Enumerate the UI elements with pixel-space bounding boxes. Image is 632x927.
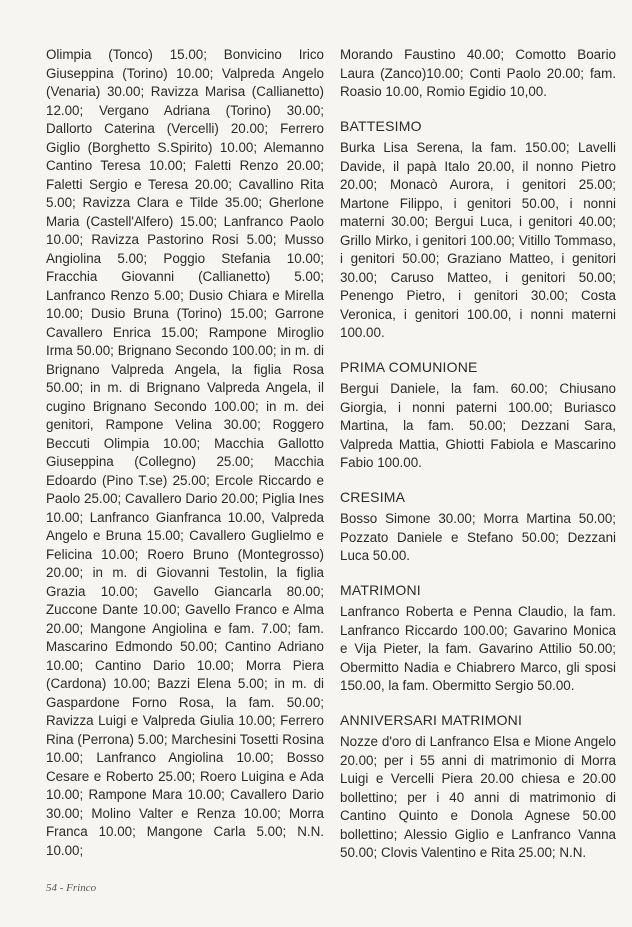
section-title-anniversari: ANNIVERSARI MATRIMONI bbox=[340, 711, 523, 728]
section-title-battesimo: BATTESIMO bbox=[340, 117, 422, 134]
section-title-prima-comunione: PRIMA COMUNIONE bbox=[340, 358, 478, 375]
left-column-text: Olimpia (Tonco) 15.00; Bonvicino Irico Giuseppina (Torino) 10.00; Valpreda Angelo (Venaria) 30.00; Ravizza Marisa (Callianetto) 12.00; Vergano Adriana (Torino) 30.00; Dallorto Caterina (Vercelli) 20.00; Ferrero Giglio (Borghetto S.Spirito) 10.00; Alemanno Cantino Teresa 10.00; Faletti Renzo 20.00; Faletti Sergio e Teresa 20.00; Cavallino Rita 5.00; Ravizza Clara e Tilde 35.00; Gherlone Maria (Castell'Alfero) 15.00; Lanfranco Paolo 10.00; Ravizza Pastorino Rosi 5.00; Musso Angiolina 5.00; Poggio Stefania 10.00; Fracchia Giovanni (Callianetto) 5.00; Lanfranco Renzo 5.00; Dusio Chiara e Mirella 10.00; Dusio Bruna (Torino) 15.00; Garrone Cavallero Enrica 15.00; Rampone Miroglio Irma 50.00; Brignano Secondo 100.00; in m. di Brignano Valpreda Angela, la figlia Rosa 50.00; in m. di Brignano Valpreda Angela, il cugino Brignano Secondo 100.00; in m. dei genitori, Rampone Velina 30.00; Roggero Beccuti Olimpia 10.00; Macchia Gallotto Giuseppina (Collegno) 25.00; Macchia Edoardo (Pino T.se) 25.00; Ercole Riccardo e Paolo 25.00; Cavallero Dario 20.00; Piglia Ines 10.00; Lanfranco Gianfranca 10.00, Valpreda Angelo e Bruna 15.00; Cavallero Guglielmo e Felicina 10.00; Roero Bruno (Montegrosso) 20.00; in m. di Giovanni Testolin, la figlia Grazia 10.00; Gavello Giancarla 80.00; Zuccone Dante 10.00; Gavello Franco e Alma 20.00; Mangone Angiolina e fam. 7.00; fam. Mascarino Edmondo 50.00; Cantino Adriano 10.00; Cantino Dario 10.00; Morra Piera (Cardona) 10.00; Bazzi Elena 5.00; in m. di Gaspardone Forno Rosa, la fam. 50.00; Ravizza Luigi e Valpreda Giulia 10.00; Ferrero Rina (Perrona) 5.00; Marchesini Tosetti Rosina 10.00; Lanfranco Angiolina 10.00; Bosso Cesare e Roberto 25.00; Roero Luigina e Ada 10.00; Rampone Mara 10.00; Cavallero Dario 30.00; Molino Valter e Renza 10.00; Morra Franca 10.00; Mangone Carla 5.00; N.N. 10.00; bbox=[46, 47, 324, 858]
section-text-anniversari: Nozze d'oro di Lanfranco Elsa e Mione Angelo 20.00; per i 55 anni di matrimonio di Morra Luigi e Vercelli Piera 20.00 chiesa e 20.00 bollettino; per i 40 anni di matrimonio di Cantino Quinto e Donola Agnese 50.00 bollettino; Alessio Giglio e Lanfranco Vanna 50.00; Clovis Valentino e Rita 25.00; N.N. bbox=[340, 734, 616, 860]
section-text-battesimo: Burka Lisa Serena, la fam. 150.00; Lavelli Davide, il papà Italo 20.00, il nonno Pietro 20.00; Monacò Aurora, i genitori 25.00; Martone Filippo, i genitori 50.00, i nonni materni 30.00; Bergui Luca, i genitori 40.00; Grillo Mirko, i genitori 100.00; Vitillo Tommaso, i genitori 50.00; Graziano Matteo, i genitori 30.00; Caruso Matteo, i genitori 50.00; Penengo Pietro, i genitori 30.00; Costa Veronica, i genitori 100.00, i nonni materni 100.00. bbox=[340, 140, 616, 340]
left-column bbox=[46, 46, 324, 860]
right-column-intro: Morando Faustino 40.00; Comotto Boario Laura (Zanco)10.00; Conti Paolo 20.00; fam. Roasio 10.00, Romio Egidio 10,00. bbox=[340, 47, 616, 99]
section-text-prima-comunione: Bergui Daniele, la fam. 60.00; Chiusano Giorgia, i nonni paterni 100.00; Buriasco Martina, la fam. 50.00; Dezzani Sara, Valpreda Mattia, Ghiotti Fabiola e Mascarino Fabio 100.00. bbox=[340, 381, 616, 470]
section-title-matrimoni: MATRIMONI bbox=[340, 581, 421, 598]
section-text-cresima: Bosso Simone 30.00; Morra Martina 50.00; Pozzato Daniele e Stefano 50.00; Dezzani Luca 50.00. bbox=[340, 511, 616, 563]
section-text-matrimoni: Lanfranco Roberta e Penna Claudio, la fam. Lanfranco Riccardo 100.00; Gavarino Monica e Vija Pieter, la fam. Gavarino Attilio 50.00; Obermitto Nadia e Chiabrero Marco, gli sposi 150.00, la fam. Obermitto Sergio 50.00. bbox=[340, 604, 616, 693]
page-footer: 54 - Frinco bbox=[46, 882, 97, 894]
section-title-cresima: CRESIMA bbox=[340, 488, 406, 505]
right-column bbox=[340, 46, 616, 863]
